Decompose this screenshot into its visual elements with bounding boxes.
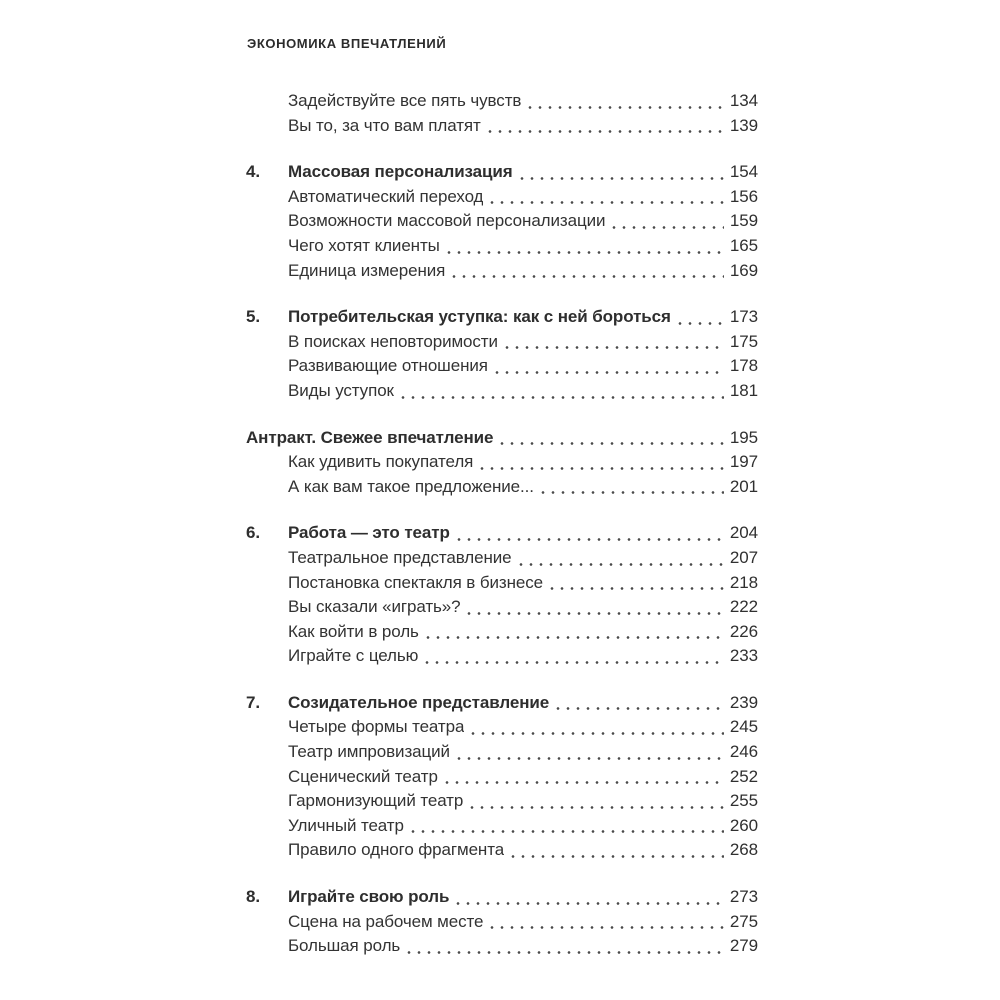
page-number: 139 [729,115,758,135]
page-number: 226 [729,621,758,641]
entry-title: Правило одного фрагмента [288,840,505,860]
toc-entry-interlude [246,426,758,451]
dot-leader [444,234,724,259]
dot-leader [516,546,724,571]
dot-leader [502,330,724,355]
page-number: 175 [729,331,758,351]
toc-group [246,521,758,669]
entry-title: Театр импровизаций [288,742,450,762]
dot-leader [454,521,724,546]
running-header: ЭКОНОМИКА ВПЕЧАТЛЕНИЙ [247,36,447,51]
page-number: 273 [729,887,758,907]
entry-title: Играйте с целью [288,646,419,666]
chapter-number: 6. [246,523,260,543]
dot-leader [453,885,724,910]
page-number: 260 [729,815,758,835]
entry-title: Задействуйте все пять чувств [288,91,522,110]
page-number: 201 [729,476,758,496]
page-number: 204 [729,523,758,543]
page-number: 156 [729,186,758,206]
toc-entry-sub [246,838,758,863]
dot-leader [517,160,724,185]
toc-entry-chapter [246,521,758,546]
toc-entry-sub [246,571,758,596]
entry-title: Вы сказали «играть»? [288,597,461,617]
dot-leader [525,89,724,114]
toc-entry-sub [246,814,758,839]
page-number: 181 [729,380,758,400]
page-number: 218 [729,572,758,592]
dot-leader [553,691,724,716]
page-number: 159 [729,211,758,231]
entry-title: Автоматический переход [288,186,484,206]
dot-leader [675,305,724,330]
page-number: 233 [729,646,758,666]
dot-leader [454,740,724,765]
toc-entry-sub [246,595,758,620]
dot-leader [423,620,724,645]
toc-entry-sub [246,475,758,500]
toc-entry-sub [246,450,758,475]
entry-title: Большая роль [288,936,401,956]
page-number: 154 [729,162,758,182]
entry-title: Антракт. Свежее впечатление [246,427,494,447]
dot-leader [398,379,724,404]
toc-group [246,691,758,863]
dot-leader [442,765,724,790]
toc-group [246,885,758,959]
toc-entry-sub [246,910,758,935]
dot-leader [487,185,724,210]
chapter-number: 5. [246,307,260,327]
entry-title: Постановка спектакля в бизнесе [288,572,543,592]
toc-entry-sub [246,740,758,765]
toc-entry-sub [246,934,758,959]
toc-entry-chapter [246,305,758,330]
entry-title: Как войти в роль [288,621,419,641]
dot-leader [404,934,724,959]
dot-leader [408,814,724,839]
dot-leader [464,595,724,620]
dot-leader [467,789,724,814]
page-number: 245 [729,717,758,737]
entry-title: Массовая персонализация [288,162,513,182]
entry-title: Созидательное представление [288,692,550,712]
chapter-number: 4. [246,162,260,182]
toc-entry-sub [246,259,758,284]
toc [246,89,758,959]
page-number: 252 [729,766,758,786]
page-number: 222 [729,597,758,617]
entry-title: Возможности массовой персонализации [288,211,606,231]
entry-title: Развивающие отношения [288,356,488,376]
page-number: 134 [729,91,758,110]
entry-title: Играйте свою роль [288,887,450,907]
dot-leader [497,426,724,451]
entry-title: Уличный театр [288,815,404,835]
page-number: 195 [729,427,758,447]
toc-group [246,89,758,138]
page-number: 239 [729,692,758,712]
toc-entry-sub [246,715,758,740]
toc-entry-chapter [246,160,758,185]
dot-leader [538,475,724,500]
dot-leader [508,838,724,863]
page-number: 246 [729,742,758,762]
toc-entry-chapter [246,691,758,716]
toc-entry-sub [246,546,758,571]
toc-entry-sub [246,330,758,355]
entry-title: Виды уступок [288,380,394,400]
toc-entry-sub [246,379,758,404]
page-number: 268 [729,840,758,860]
page-number: 275 [729,911,758,931]
toc-group [246,305,758,403]
page-number: 165 [729,235,758,255]
entry-title: Работа — это театр [288,523,450,543]
toc-entry-sub [246,89,758,114]
toc-entry-sub [246,209,758,234]
dot-leader [487,910,724,935]
dot-leader [477,450,724,475]
entry-title: Сцена на рабочем месте [288,911,484,931]
page-number: 279 [729,936,758,956]
toc-entry-sub [246,185,758,210]
entry-title: Как удивить покупателя [288,452,474,472]
entry-title: Гармонизующий театр [288,791,464,811]
page-number: 178 [729,356,758,376]
entry-title: Единица измерения [288,260,446,280]
entry-title: Сценический театр [288,766,438,786]
toc-entry-sub [246,765,758,790]
dot-leader [468,715,724,740]
toc-entry-sub [246,114,758,139]
entry-title: Чего хотят клиенты [288,235,440,255]
chapter-number: 8. [246,887,260,907]
toc-entry-sub [246,789,758,814]
dot-leader [547,571,724,596]
toc-entry-sub [246,620,758,645]
dot-leader [609,209,724,234]
toc-group [246,160,758,283]
dot-leader [422,644,724,669]
entry-title: В поисках неповторимости [288,331,498,351]
page-number: 169 [729,260,758,280]
entry-title: Театральное представление [288,547,512,567]
dot-leader [485,114,724,139]
dot-leader [449,259,724,284]
toc-entry-sub [246,644,758,669]
entry-title: Вы то, за что вам платят [288,115,481,135]
toc-group [246,426,758,500]
page-number: 173 [729,307,758,327]
dot-leader [492,354,724,379]
entry-title: Четыре формы театра [288,717,465,737]
chapter-number: 7. [246,692,260,712]
toc-entry-sub [246,354,758,379]
toc-entry-sub [246,234,758,259]
page-number: 207 [729,547,758,567]
entry-title: Потребительская уступка: как с ней бороться [288,307,671,327]
toc-entry-chapter [246,885,758,910]
page-number: 197 [729,452,758,472]
page-number: 255 [729,791,758,811]
entry-title: А как вам такое предложение... [288,476,534,496]
